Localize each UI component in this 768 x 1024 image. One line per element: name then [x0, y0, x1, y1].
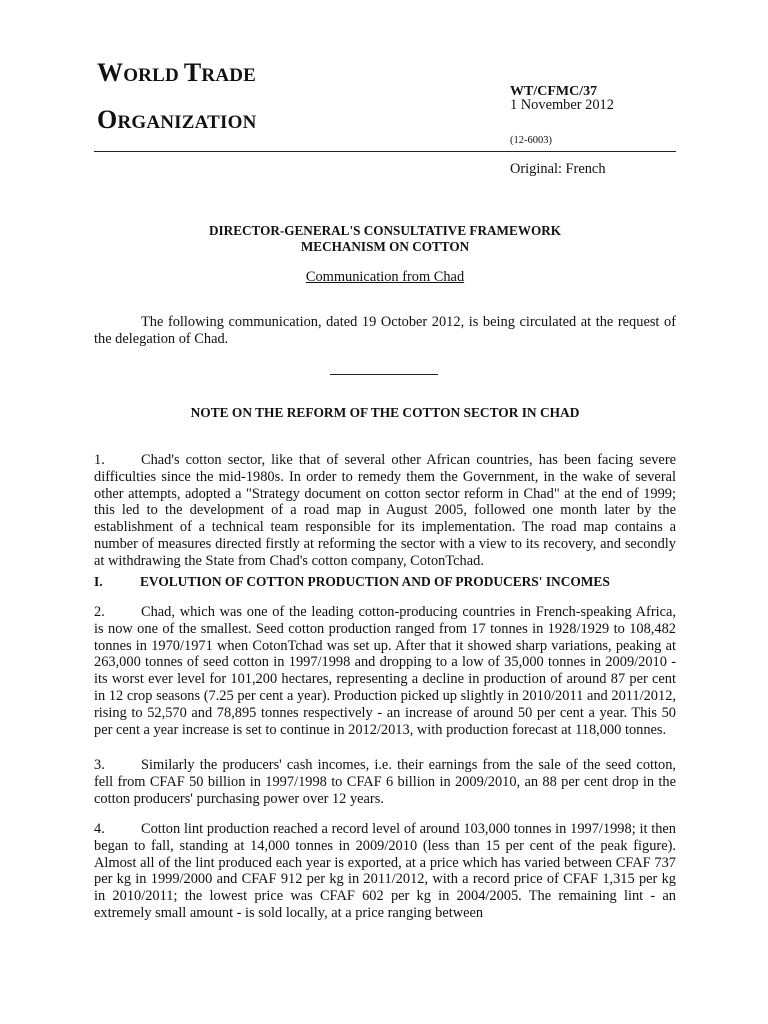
paragraph-1	[94, 452, 676, 570]
job-number: (12-6003)	[510, 135, 552, 146]
paragraph-text: Chad's cotton sector, like that of several other African countries, has been facing severe difficulties since the mid-1980s. In order to remedy them the Government, in the wake of several other attempts, adopted a "Strategy document on cotton sector reform in Chad" at the end of 1999; this led to the development of a road map in August 2005, followed one month later by the establishment of a technical team responsible for its implementation. The road map contains a number of measures directed firstly at reforming the sector with a view to its recovery, and secondly at withdrawing the State from Chad's cotton company, CotonTchad.	[94, 452, 676, 569]
intro-text: The following communication, dated 19 October 2012, is being circulated at the request of the delegation of Chad.	[94, 314, 676, 347]
intro-paragraph	[94, 314, 676, 348]
paragraph-number: 3.	[94, 757, 105, 773]
org-name-line1: WORLD TRADE	[97, 58, 257, 87]
paragraph-text: Similarly the producers' cash incomes, i.e. their earnings from the sale of the seed cotton, fell from CFAF 50 billion in 1997/1998 to CFAF 6 billion in 2009/2010, an 88 per cent drop in the cotton producers' purchasing power over 12 years.	[94, 757, 676, 807]
separator-line	[330, 374, 438, 375]
paragraph-3	[94, 757, 676, 807]
paragraph-text: Cotton lint production reached a record level of around 103,000 tonnes in 1997/1998; it then began to fall, standing at 14,000 tonnes in 2009/2010 (less than 15 per cent of the peak figure). Almost all of the lint produced each year is exported, at a price which has varied between CFAF 737 per kg in 1999/2000 and CFAF 912 per kg in 2011/2012, with a record price of CFAF 1,315 per kg in 2010/2011; the lowest price was CFAF 602 per kg in 2004/2005. The remaining lint - an extremely small amount - is sold locally, at a price ranging between	[94, 821, 676, 921]
paragraph-4	[94, 821, 676, 922]
document-title-line2: MECHANISM ON COTTON	[300, 239, 470, 254]
section-heading-1	[94, 574, 676, 590]
subtitle-text: Communication from Chad	[305, 269, 465, 285]
original-language: Original: French	[510, 161, 606, 177]
document-symbol: WT/CFMC/37	[510, 84, 598, 99]
section-title: EVOLUTION OF COTTON PRODUCTION AND OF PRODUCERS' INCOMES	[140, 574, 610, 589]
paragraph-text: Chad, which was one of the leading cotton-producing countries in French-speaking Africa, is now one of the smallest. Seed cotton production ranged from 17 tonnes in 1928/1929 to 108,482 tonnes in 1970/1971 when CotonTchad was set up. After that it showed sharp variations, peaking at 263,000 tonnes of seed cotton in 1997/1998 and dropping to a low of 35,000 tonnes in 2009/2010 - its worst ever level for 101,200 hectares, representing a decline in production of around 87 per cent in 12 crop seasons (7.25 per cent a year). Production picked up slightly in 2010/2011 and 2011/2012, rising to 52,570 and 78,895 tonnes respectively - an increase of around 50 per cent a year. This 50 per cent a year increase is set to continue in 2012/2013, with production forecast at 118,000 tonnes.	[94, 604, 676, 738]
paragraph-number: 2.	[94, 604, 105, 620]
section-number: I.	[94, 574, 103, 589]
org-name-line2: ORGANIZATION	[97, 105, 257, 134]
document-subtitle	[94, 269, 676, 286]
note-heading: NOTE ON THE REFORM OF THE COTTON SECTOR IN CHAD	[190, 405, 580, 420]
paragraph-2	[94, 604, 676, 738]
document-title-line1: DIRECTOR-GENERAL'S CONSULTATIVE FRAMEWORK	[209, 223, 561, 238]
document-date: 1 November 2012	[510, 97, 614, 113]
paragraph-number: 4.	[94, 821, 105, 837]
header-rule	[94, 151, 676, 152]
paragraph-number: 1.	[94, 452, 105, 468]
